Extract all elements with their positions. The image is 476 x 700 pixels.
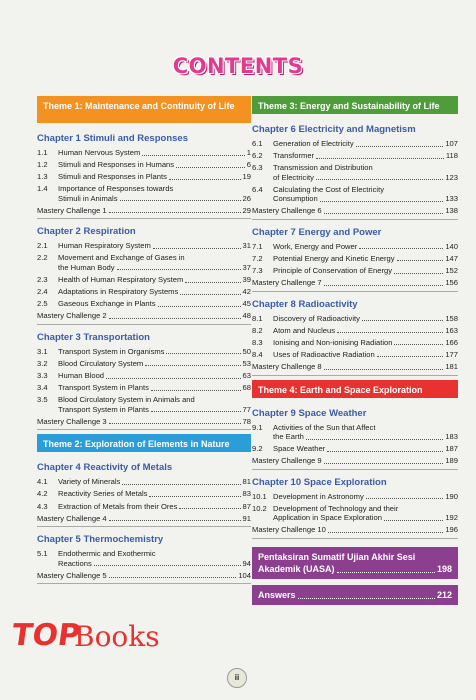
page-ref: 53 [242,358,251,368]
mastery-page: 156 [445,278,458,288]
toc-entry[interactable] [252,492,458,502]
answers-label: Answers [258,589,296,600]
section-number: 4.3 [37,501,48,511]
chapter-title: Chapter 5 Thermochemistry [37,534,164,546]
page-ref: 158 [445,313,458,323]
section-number: 4.2 [37,489,48,499]
chapter-title: Chapter 10 Space Exploration [252,476,387,488]
section-number: 2.3 [37,275,48,285]
mastery-page: 189 [445,456,458,466]
left-column [37,96,251,588]
section-title: Human Blood [58,371,105,381]
answers-banner[interactable] [252,585,458,605]
divider [252,291,458,292]
toc-entry[interactable] [37,347,251,357]
section-title: Endothermic and Exothermic [58,549,156,559]
section-number: 10.1 [252,491,267,501]
section-title: Generation of Electricity [273,139,354,148]
toc-entry[interactable] [252,326,458,336]
page-ref: 147 [445,253,458,263]
page-ref: 133 [445,194,458,204]
mastery-page: 196 [445,525,458,535]
section-title: Gaseous Exchange in Plants [58,299,156,309]
toc-entry[interactable] [37,371,251,381]
chapter-title: Chapter 4 Reactivity of Metals [37,462,173,474]
topbooks-logo [8,610,160,660]
section-title-cont: Stimuli in Animals [58,193,118,203]
section-number: 4.1 [37,477,48,487]
toc-entry[interactable] [252,185,458,204]
toc-entry[interactable] [252,444,458,454]
toc-entry[interactable] [252,423,458,442]
page-ref: 68 [242,383,251,393]
uasa-line-2: Akademik (UASA) [258,563,335,574]
theme-2-banner: Theme 2: Exploration of Elements in Nature [37,434,251,452]
mastery-title: Mastery Challenge 1 [37,205,107,215]
right-chapters [252,124,458,376]
toc-entry[interactable] [37,160,251,170]
logo-top-text: TOP [9,618,83,653]
toc-entry[interactable] [37,275,251,285]
theme-1-banner: Theme 1: Maintenance and Continuity of Life [37,96,251,123]
toc-entry[interactable] [37,241,251,251]
page-ref: 39 [242,275,251,285]
section-title: Variety of Minerals [58,477,121,487]
section-title-cont: Reactions [58,558,92,568]
section-title: Atom and Nucleus [273,325,336,335]
mastery-title: Mastery Challenge 3 [37,416,107,426]
section-title: Adaptations in Respiratory Systems [58,287,179,297]
section-number: 2.4 [37,287,48,297]
page-ref: 163 [445,325,458,335]
divider [252,538,458,539]
toc-entry[interactable] [37,148,251,158]
page-ref: 183 [445,432,458,442]
mastery-challenge-entry[interactable] [252,456,458,466]
toc-entry[interactable] [37,253,251,272]
page-ref: 94 [242,558,251,568]
section-number: 8.2 [252,325,263,335]
toc-entry[interactable] [252,314,458,324]
toc-entry[interactable] [252,242,458,252]
mastery-page: 78 [242,416,251,426]
section-title: Stimuli and Responses in Humans [58,160,175,170]
mastery-title: Mastery Challenge 9 [252,456,322,466]
page-ref: 118 [445,151,458,161]
section-title: Transmission and Distribution [273,163,373,173]
page-ref: 63 [242,371,251,381]
section-title: Transport System in Organisms [58,346,165,356]
section-number: 6.3 [252,163,263,173]
chapter-title: Chapter 3 Transportation [37,331,150,343]
chapter-title: Chapter 8 Radioactivity [252,298,358,310]
toc-entry[interactable] [37,549,251,568]
mastery-title: Mastery Challenge 10 [252,525,326,535]
page-ref: 6 [246,160,251,170]
section-number: 8.3 [252,337,263,347]
section-title-cont: Transport System in Plants [58,404,149,414]
mastery-page: 29 [242,205,251,215]
section-title-cont: the Human Body [58,262,115,272]
mastery-challenge-entry[interactable] [37,417,251,427]
section-title: Activities of the Sun that Affect [273,422,376,432]
page-ref: 166 [445,337,458,347]
mastery-title: Mastery Challenge 2 [37,311,107,321]
section-number: 7.2 [252,253,263,263]
toc-entry[interactable] [252,350,458,360]
section-title: Ionising and Non-ionising Radiation [273,337,393,347]
chapter-title: Chapter 7 Energy and Power [252,226,382,238]
mastery-challenge-entry[interactable] [252,525,458,535]
left-chapters [37,133,251,430]
section-title: Development in Astronomy [273,491,364,501]
section-title: Uses of Radioactive Radiation [273,349,375,359]
section-number: 1.2 [37,160,48,170]
toc-entry[interactable] [37,299,251,309]
section-title-cont: the Earth [273,432,304,442]
mastery-page: 104 [238,570,251,580]
toc-entry[interactable] [252,151,458,161]
mastery-challenge-entry[interactable] [37,206,251,216]
toc-entry[interactable] [37,477,251,487]
mastery-page: 91 [242,513,251,523]
section-number: 1.3 [37,172,48,182]
section-title: Space Weather [273,444,326,454]
section-number: 9.1 [252,422,263,432]
toc-entry[interactable] [37,502,251,512]
toc-entry[interactable] [37,172,251,182]
page-ref: 1 [246,148,251,157]
page-ref: 42 [242,287,251,297]
toc-entry[interactable] [252,254,458,264]
section-number: 3.2 [37,358,48,368]
section-number: 3.3 [37,371,48,381]
chapter-title: Chapter 9 Space Weather [252,407,367,419]
page-ref: 140 [445,241,458,251]
page-title: CONTENTS [172,54,304,78]
page-ref: 187 [445,444,458,454]
uasa-page: 198 [436,563,452,574]
mastery-page: 181 [445,362,458,372]
page-ref: 87 [242,501,251,511]
section-number: 9.2 [252,444,263,454]
section-title: Transformer [273,151,315,161]
divider [252,219,458,220]
section-title: Potential Energy and Kinetic Energy [273,253,395,263]
mastery-title: Mastery Challenge 7 [252,278,322,288]
section-title: Human Nervous System [58,148,141,157]
section-number: 1.1 [37,148,48,157]
page-number: ii [227,668,247,688]
section-number: 7.3 [252,266,263,276]
chapter-title: Chapter 6 Electricity and Magnetism [252,124,416,135]
divider [252,469,458,470]
section-number: 8.1 [252,313,263,323]
section-number: 5.1 [37,549,48,559]
mastery-title: Mastery Challenge 5 [37,570,107,580]
page-ref: 81 [242,477,251,487]
mastery-challenge-entry[interactable] [37,311,251,321]
toc-entry[interactable] [37,287,251,297]
toc-entry[interactable] [37,383,251,393]
toc-entry[interactable] [37,359,251,369]
toc-entry[interactable] [252,139,458,149]
right-column [252,96,458,609]
section-number: 6.2 [252,151,263,161]
section-number: 3.5 [37,395,48,405]
section-number: 6.4 [252,184,263,194]
toc-entry[interactable] [252,266,458,276]
section-number: 8.4 [252,349,263,359]
theme-4-banner: Theme 4: Earth and Space Exploration [252,380,458,398]
divider [252,375,458,376]
mastery-challenge-entry[interactable] [252,362,458,372]
toc-entry[interactable] [37,184,251,203]
page-ref: 192 [445,513,458,523]
section-title: Calculating the Cost of Electricity [273,184,384,194]
divider [37,526,251,527]
uasa-banner[interactable] [252,547,458,579]
section-title: Importance of Responses towards [58,184,174,194]
page-ref: 50 [242,346,251,356]
page-ref: 45 [242,299,251,309]
page-ref: 31 [242,241,251,251]
page-ref: 19 [242,172,251,182]
section-number: 2.2 [37,253,48,263]
section-title: Transport System in Plants [58,383,149,393]
section-title: Discovery of Radioactivity [273,313,360,323]
page-ref: 152 [445,266,458,276]
divider [37,324,251,325]
mastery-title: Mastery Challenge 4 [37,513,107,523]
toc-entry[interactable] [252,163,458,182]
mastery-page: 48 [242,311,251,321]
mastery-title: Mastery Challenge 6 [252,206,322,216]
section-title: Development of Technology and their [273,503,399,513]
page-ref: 37 [242,262,251,272]
toc-entry[interactable] [37,489,251,499]
toc-entry[interactable] [252,504,458,523]
uasa-line-1: Pentaksiran Sumatif Ujian Akhir Sesi [258,551,416,562]
toc-entry[interactable] [252,338,458,348]
section-title: Human Respiratory System [58,241,151,251]
section-title: Reactivity Series of Metals [58,489,148,499]
section-number: 2.5 [37,299,48,309]
section-number: 2.1 [37,241,48,251]
mastery-page: 138 [445,206,458,216]
divider [37,218,251,219]
page-ref: 83 [242,489,251,499]
theme-3-banner: Theme 3: Energy and Sustainability of Life [252,96,458,114]
page-ref: 26 [242,193,251,203]
section-title: Principle of Conservation of Energy [273,266,393,276]
section-number: 10.2 [252,503,267,513]
section-title-cont: Consumption [273,194,318,204]
divider [37,583,251,584]
mastery-challenge-entry[interactable] [252,206,458,216]
page-ref: 177 [445,349,458,359]
divider [37,429,251,430]
page-ref: 190 [445,491,458,501]
section-title: Movement and Exchange of Gases in [58,253,185,263]
page-ref: 77 [242,404,251,414]
section-title: Stimuli and Responses in Plants [58,172,167,182]
section-title: Extraction of Metals from their Ores [58,501,178,511]
section-title-cont: of Electricity [273,172,314,182]
section-title: Blood Circulatory System in Animals and [58,395,195,405]
section-number: 1.4 [37,184,48,194]
section-number: 6.1 [252,139,263,148]
right-chapters-2 [252,408,458,539]
section-number: 3.1 [37,346,48,356]
section-title: Work, Energy and Power [273,241,358,251]
toc-entry[interactable] [37,395,251,414]
section-number: 3.4 [37,383,48,393]
chapter-title: Chapter 1 Stimuli and Responses [37,133,188,144]
page-ref: 123 [445,172,458,182]
section-number: 7.1 [252,241,263,251]
left-chapters-2 [37,462,251,584]
chapter-title: Chapter 2 Respiration [37,226,136,238]
section-title-cont: Application in Space Exploration [273,513,382,523]
logo-books-text: Books [74,620,160,653]
mastery-challenge-entry[interactable] [252,278,458,288]
section-title: Blood Circulatory System [58,358,144,368]
page-ref: 107 [445,139,458,148]
mastery-challenge-entry[interactable] [37,514,251,524]
section-title: Health of Human Respiratory System [58,275,184,285]
mastery-challenge-entry[interactable] [37,571,251,581]
mastery-title: Mastery Challenge 8 [252,362,322,372]
answers-page: 212 [436,589,452,600]
